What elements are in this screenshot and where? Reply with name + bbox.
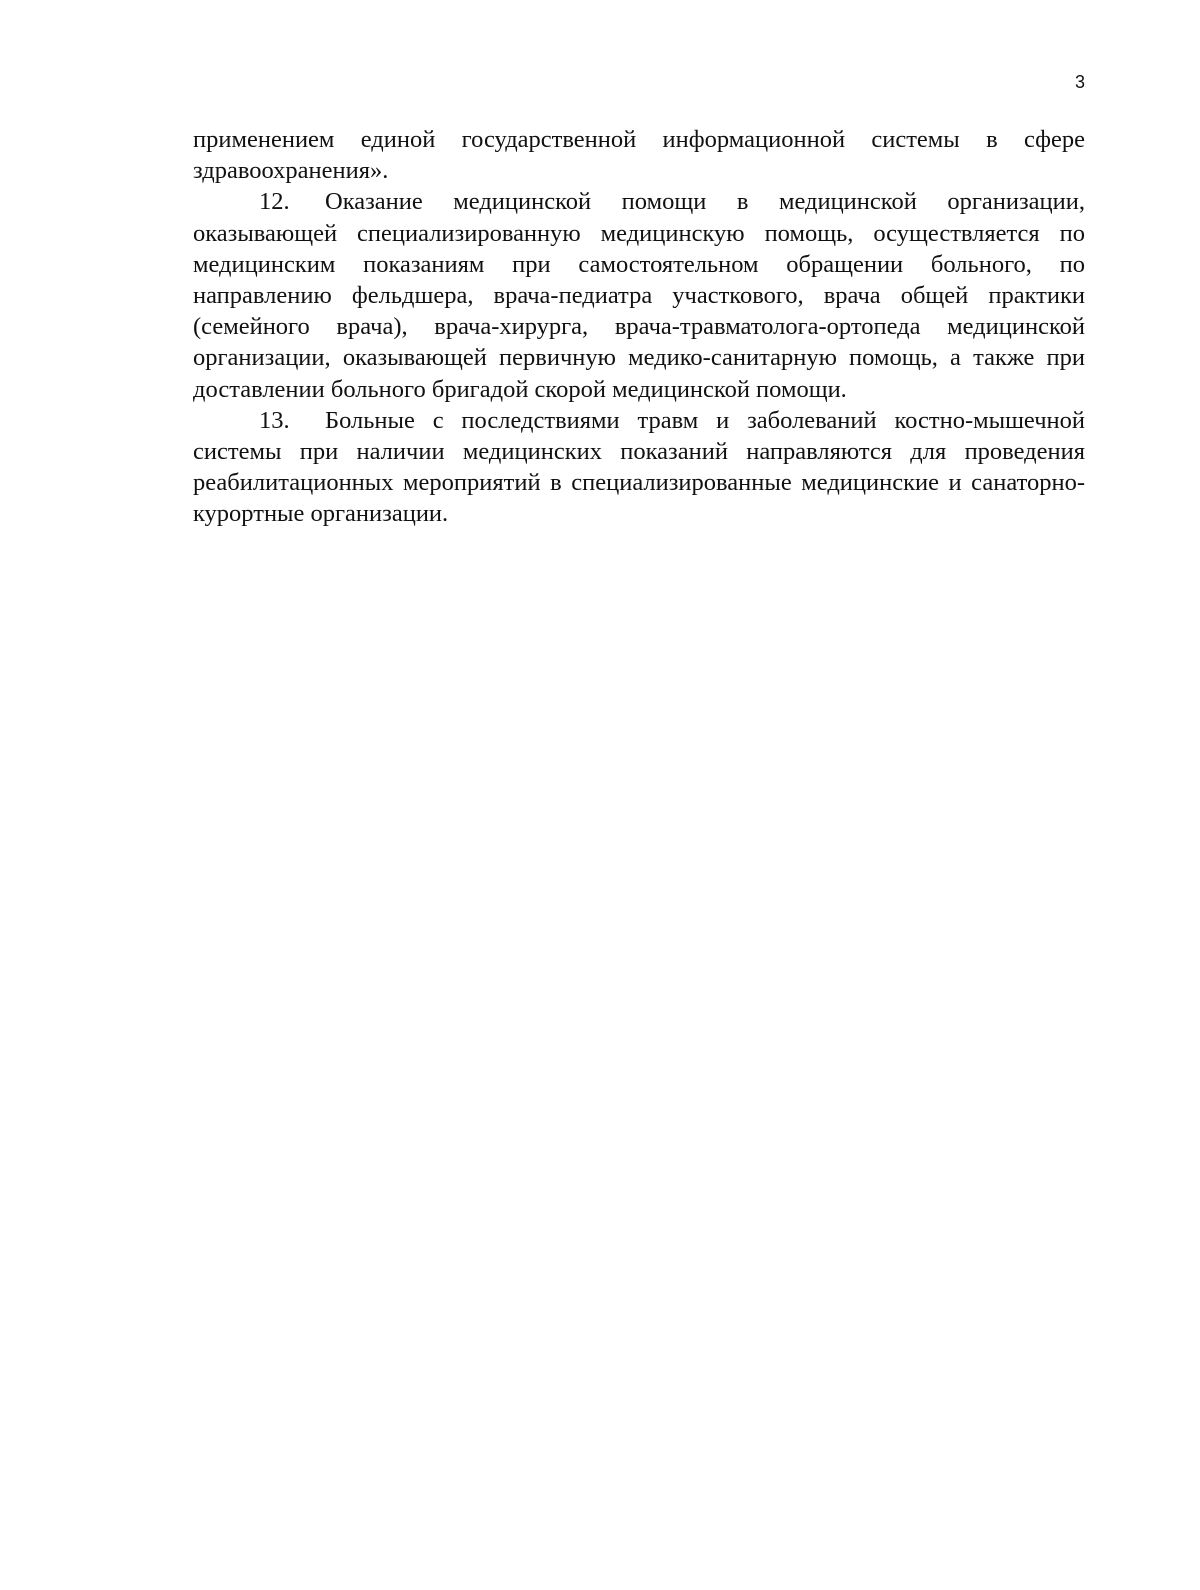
paragraph-text: Оказание медицинской помощи в медицинской организации, оказывающей специализированную медицинскую помощь, осуществляется по медицинским показаниям при самостоятельном обращении больного, по направлению фельдшера, врача-педиатра участкового, врача общей практики (семейного врача), врача-хирурга, врача-травматолога-ортопеда медицинской организации, оказывающей первичную медико-санитарную помощь, а также при доставлении больного бригадой скорой медицинской помощи. xyxy=(193,188,1085,403)
page-number: 3 xyxy=(1074,72,1085,92)
paragraph-number: 12. xyxy=(259,188,290,216)
paragraph-continuation: применением единой государственной информационной системы в сфере здравоохранения». xyxy=(193,126,1085,185)
paragraph-text: Больные с последствиями травм и заболеваний костно-мышечной системы при наличии медицинских показаний направляются для проведения реабилитационных мероприятий в специализированные медицинские и санаторно-курортные организации. xyxy=(193,406,1085,528)
paragraph-number: 13. xyxy=(259,406,290,434)
document-body xyxy=(193,124,1085,530)
paragraph-12 xyxy=(193,186,1085,404)
paragraph-13 xyxy=(193,405,1085,530)
